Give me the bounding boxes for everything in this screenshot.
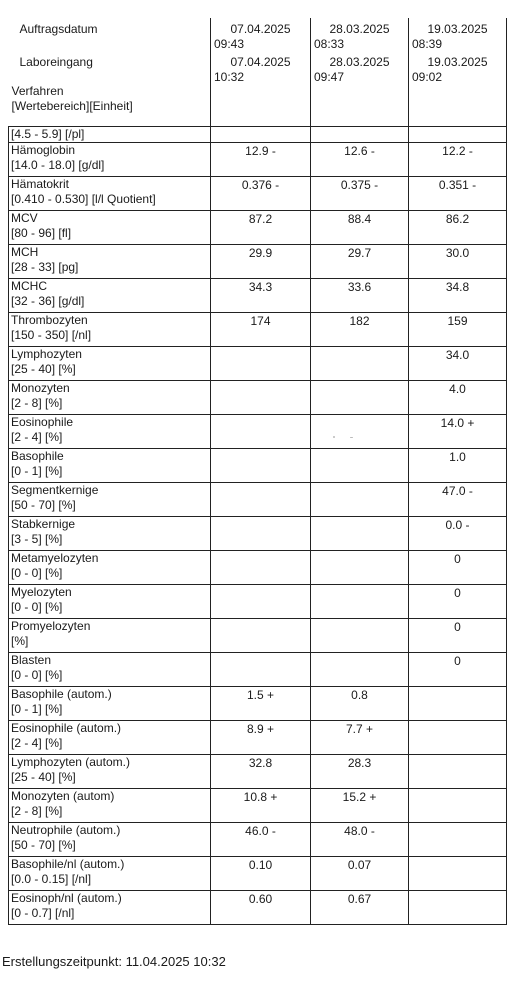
- lab-date: 07.04.2025: [230, 55, 291, 69]
- reference-range: [2 - 8] [%]: [11, 396, 63, 410]
- result-value-3: [409, 755, 507, 789]
- result-value-3: [409, 721, 507, 755]
- parameter-name: Monozyten (autom): [11, 789, 115, 803]
- lab-time: 09:02: [412, 70, 443, 84]
- result-value-3: 0: [409, 585, 507, 619]
- table-row: [9, 551, 507, 585]
- reference-range: [3 - 5] [%]: [11, 532, 63, 546]
- order-time: 08:39: [412, 37, 443, 51]
- parameter-cell: [9, 721, 211, 755]
- parameter-cell: [9, 313, 211, 347]
- result-value-2: 33.6: [311, 279, 409, 313]
- parameter-name: Promyelozyten: [11, 619, 91, 633]
- table-row: [9, 177, 507, 211]
- table-row: [9, 415, 507, 449]
- reference-range: [0.0 - 0.15] [/nl]: [11, 872, 92, 886]
- result-value-2: [311, 127, 409, 143]
- table-row: [9, 687, 507, 721]
- scan-speck: [333, 436, 335, 438]
- parameter-cell: [9, 449, 211, 483]
- table-row: [9, 245, 507, 279]
- result-value-1: 1.5 +: [211, 687, 311, 721]
- reference-range: [32 - 36] [g/dl]: [11, 294, 85, 308]
- parameter-name: Lymphozyten (autom.): [11, 755, 130, 769]
- result-value-2: 182: [311, 313, 409, 347]
- result-value-3: 12.2 -: [409, 143, 507, 177]
- parameter-cell: [9, 483, 211, 517]
- reference-range: [0 - 0] [%]: [11, 600, 63, 614]
- parameter-cell: [9, 585, 211, 619]
- order-date: 28.03.2025: [329, 22, 390, 36]
- parameter-name: Basophile/nl (autom.): [11, 857, 125, 871]
- result-value-2: 0.375 -: [311, 177, 409, 211]
- table-row: [9, 823, 507, 857]
- result-value-2: [311, 585, 409, 619]
- result-value-1: 32.8: [211, 755, 311, 789]
- result-value-2: 29.7: [311, 245, 409, 279]
- parameter-name: Blasten: [11, 653, 52, 667]
- reference-range: [50 - 70] [%]: [11, 838, 76, 852]
- parameter-name: Basophile: [11, 449, 64, 463]
- reference-range: [0 - 0] [%]: [11, 566, 63, 580]
- reference-range: [0 - 0] [%]: [11, 668, 63, 682]
- creation-timestamp: Erstellungszeitpunkt: 11.04.2025 10:32: [2, 954, 226, 969]
- reference-range: [28 - 33] [pg]: [11, 260, 79, 274]
- result-value-3: 34.8: [409, 279, 507, 313]
- result-value-3: 0: [409, 653, 507, 687]
- lab-date: 28.03.2025: [329, 55, 390, 69]
- reference-range: [14.0 - 18.0] [g/dl]: [11, 158, 105, 172]
- table-row: [9, 619, 507, 653]
- reference-range: [0 - 1] [%]: [11, 702, 63, 716]
- order-date: 19.03.2025: [427, 22, 488, 36]
- parameter-cell: [9, 857, 211, 891]
- reference-range: [25 - 40] [%]: [11, 770, 76, 784]
- table-row: [9, 789, 507, 823]
- table-row: [9, 653, 507, 687]
- reference-range: [2 - 4] [%]: [11, 736, 63, 750]
- result-value-2: [311, 381, 409, 415]
- result-value-3: 30.0: [409, 245, 507, 279]
- result-value-2: 88.4: [311, 211, 409, 245]
- result-value-1: 0.376 -: [211, 177, 311, 211]
- header-row: [9, 18, 507, 127]
- result-value-1: 12.9 -: [211, 143, 311, 177]
- parameter-cell: [9, 687, 211, 721]
- lab-date: 19.03.2025: [427, 55, 488, 69]
- result-value-2: 28.3: [311, 755, 409, 789]
- lab-results-table: [8, 18, 507, 925]
- reference-range: [0.410 - 0.530] [l/l Quotient]: [11, 192, 156, 206]
- parameter-cell: [9, 823, 211, 857]
- parameter-name: Segmentkernige: [11, 483, 99, 497]
- result-value-1: 87.2: [211, 211, 311, 245]
- result-value-3: 0.0 -: [409, 517, 507, 551]
- date-column-1: [211, 18, 311, 127]
- reference-range: [0 - 0.7] [/nl]: [11, 906, 75, 920]
- parameter-cell: [9, 755, 211, 789]
- result-value-3: 86.2: [409, 211, 507, 245]
- result-value-1: [211, 619, 311, 653]
- reference-range: [25 - 40] [%]: [11, 362, 76, 376]
- parameter-cell: [9, 415, 211, 449]
- result-value-3: 0.351 -: [409, 177, 507, 211]
- parameter-name: Eosinophile (autom.): [11, 721, 122, 735]
- result-value-3: [409, 823, 507, 857]
- result-value-2: 15.2 +: [311, 789, 409, 823]
- parameter-cell: [9, 517, 211, 551]
- parameter-name: MCH: [11, 245, 39, 259]
- result-value-3: 0: [409, 619, 507, 653]
- result-value-1: [211, 551, 311, 585]
- result-value-1: 34.3: [211, 279, 311, 313]
- parameter-name: Thrombozyten: [11, 313, 88, 327]
- parameter-cell: [9, 127, 211, 143]
- result-value-2: 0.67: [311, 891, 409, 925]
- result-value-3: 159: [409, 313, 507, 347]
- table-row: [9, 721, 507, 755]
- result-value-2: 0.8: [311, 687, 409, 721]
- reference-range: [50 - 70] [%]: [11, 498, 76, 512]
- parameter-name: Hämoglobin: [11, 143, 76, 157]
- result-value-2: [311, 653, 409, 687]
- result-value-3: [409, 687, 507, 721]
- table-row: [9, 517, 507, 551]
- table-row: [9, 755, 507, 789]
- table-row: [9, 347, 507, 381]
- order-datetime: [214, 22, 307, 52]
- result-value-1: [211, 653, 311, 687]
- lab-time: 09:47: [314, 70, 345, 84]
- reference-range: [2 - 4] [%]: [11, 430, 63, 444]
- result-value-1: [211, 381, 311, 415]
- result-value-1: 29.9: [211, 245, 311, 279]
- result-value-2: 0.07: [311, 857, 409, 891]
- result-value-1: 8.9 +: [211, 721, 311, 755]
- result-value-3: [409, 857, 507, 891]
- parameter-cell: [9, 619, 211, 653]
- result-value-2: [311, 449, 409, 483]
- result-value-2: [311, 483, 409, 517]
- result-value-1: [211, 449, 311, 483]
- lab-receipt-label: Laboreingang: [19, 55, 93, 69]
- order-date-label: Auftragsdatum: [19, 22, 98, 36]
- parameter-cell: [9, 653, 211, 687]
- table-row: [9, 449, 507, 483]
- parameter-cell: [9, 891, 211, 925]
- parameter-name: MCV: [11, 211, 38, 225]
- parameter-cell: [9, 177, 211, 211]
- reference-range: [80 - 96] [fl]: [11, 226, 72, 240]
- result-value-2: [311, 551, 409, 585]
- order-datetime: [314, 22, 405, 52]
- table-row: [9, 483, 507, 517]
- order-datetime: [412, 22, 503, 52]
- result-value-2: 12.6 -: [311, 143, 409, 177]
- parameter-cell: [9, 789, 211, 823]
- parameter-name: Neutrophile (autom.): [11, 823, 121, 837]
- reference-range: [2 - 8] [%]: [11, 804, 63, 818]
- result-value-1: [211, 347, 311, 381]
- table-row: [9, 211, 507, 245]
- reference-range: [150 - 350] [/nl]: [11, 328, 92, 342]
- table-row: [9, 127, 507, 143]
- table-row: [9, 857, 507, 891]
- result-value-2: [311, 347, 409, 381]
- lab-time: 10:32: [214, 70, 245, 84]
- table-row: [9, 891, 507, 925]
- parameter-cell: [9, 245, 211, 279]
- parameter-cell: [9, 551, 211, 585]
- result-value-3: 4.0: [409, 381, 507, 415]
- parameter-name: MCHC: [11, 279, 47, 293]
- table-row: [9, 313, 507, 347]
- result-value-2: [311, 415, 409, 449]
- result-value-1: 0.10: [211, 857, 311, 891]
- result-value-3: 1.0: [409, 449, 507, 483]
- parameter-name: Basophile (autom.): [11, 687, 112, 701]
- result-value-3: [409, 127, 507, 143]
- order-time: 09:43: [214, 37, 245, 51]
- scan-speck: [350, 437, 353, 438]
- parameter-name: Lymphozyten: [11, 347, 82, 361]
- result-value-3: [409, 891, 507, 925]
- table-row: [9, 143, 507, 177]
- parameter-name: Hämatokrit: [11, 177, 70, 191]
- order-time: 08:33: [314, 37, 345, 51]
- range-unit-label: [Wertebereich][Einheit]: [11, 99, 133, 113]
- result-value-3: 14.0 +: [409, 415, 507, 449]
- result-value-3: 0: [409, 551, 507, 585]
- result-value-1: 174: [211, 313, 311, 347]
- reference-range: [4.5 - 5.9] [/pl]: [11, 127, 85, 141]
- table-row: [9, 585, 507, 619]
- result-value-1: 10.8 +: [211, 789, 311, 823]
- header-label-cell: [9, 18, 211, 127]
- result-value-1: 46.0 -: [211, 823, 311, 857]
- parameter-name: Metamyelozyten: [11, 551, 99, 565]
- parameter-cell: [9, 381, 211, 415]
- parameter-cell: [9, 347, 211, 381]
- result-value-2: [311, 517, 409, 551]
- lab-datetime: [314, 55, 405, 85]
- result-value-1: [211, 483, 311, 517]
- date-column-3: [409, 18, 507, 127]
- result-value-1: [211, 585, 311, 619]
- parameter-name: Eosinoph/nl (autom.): [11, 891, 122, 905]
- date-column-2: [311, 18, 409, 127]
- lab-datetime: [214, 55, 307, 85]
- parameter-name: Eosinophile: [11, 415, 74, 429]
- table-row: [9, 381, 507, 415]
- parameter-name: Stabkernige: [11, 517, 76, 531]
- parameter-cell: [9, 279, 211, 313]
- result-value-2: 7.7 +: [311, 721, 409, 755]
- result-value-1: [211, 517, 311, 551]
- result-value-3: 34.0: [409, 347, 507, 381]
- procedure-label: Verfahren: [11, 84, 64, 98]
- result-value-3: 47.0 -: [409, 483, 507, 517]
- reference-range: [0 - 1] [%]: [11, 464, 63, 478]
- parameter-name: Myelozyten: [11, 585, 72, 599]
- result-value-2: [311, 619, 409, 653]
- result-value-3: [409, 789, 507, 823]
- result-value-1: [211, 127, 311, 143]
- order-date: 07.04.2025: [230, 22, 291, 36]
- parameter-cell: [9, 211, 211, 245]
- reference-range: [%]: [11, 634, 29, 648]
- table-row: [9, 279, 507, 313]
- lab-datetime: [412, 55, 503, 85]
- result-value-2: 48.0 -: [311, 823, 409, 857]
- result-value-1: 0.60: [211, 891, 311, 925]
- parameter-name: Monozyten: [11, 381, 70, 395]
- parameter-cell: [9, 143, 211, 177]
- result-value-1: [211, 415, 311, 449]
